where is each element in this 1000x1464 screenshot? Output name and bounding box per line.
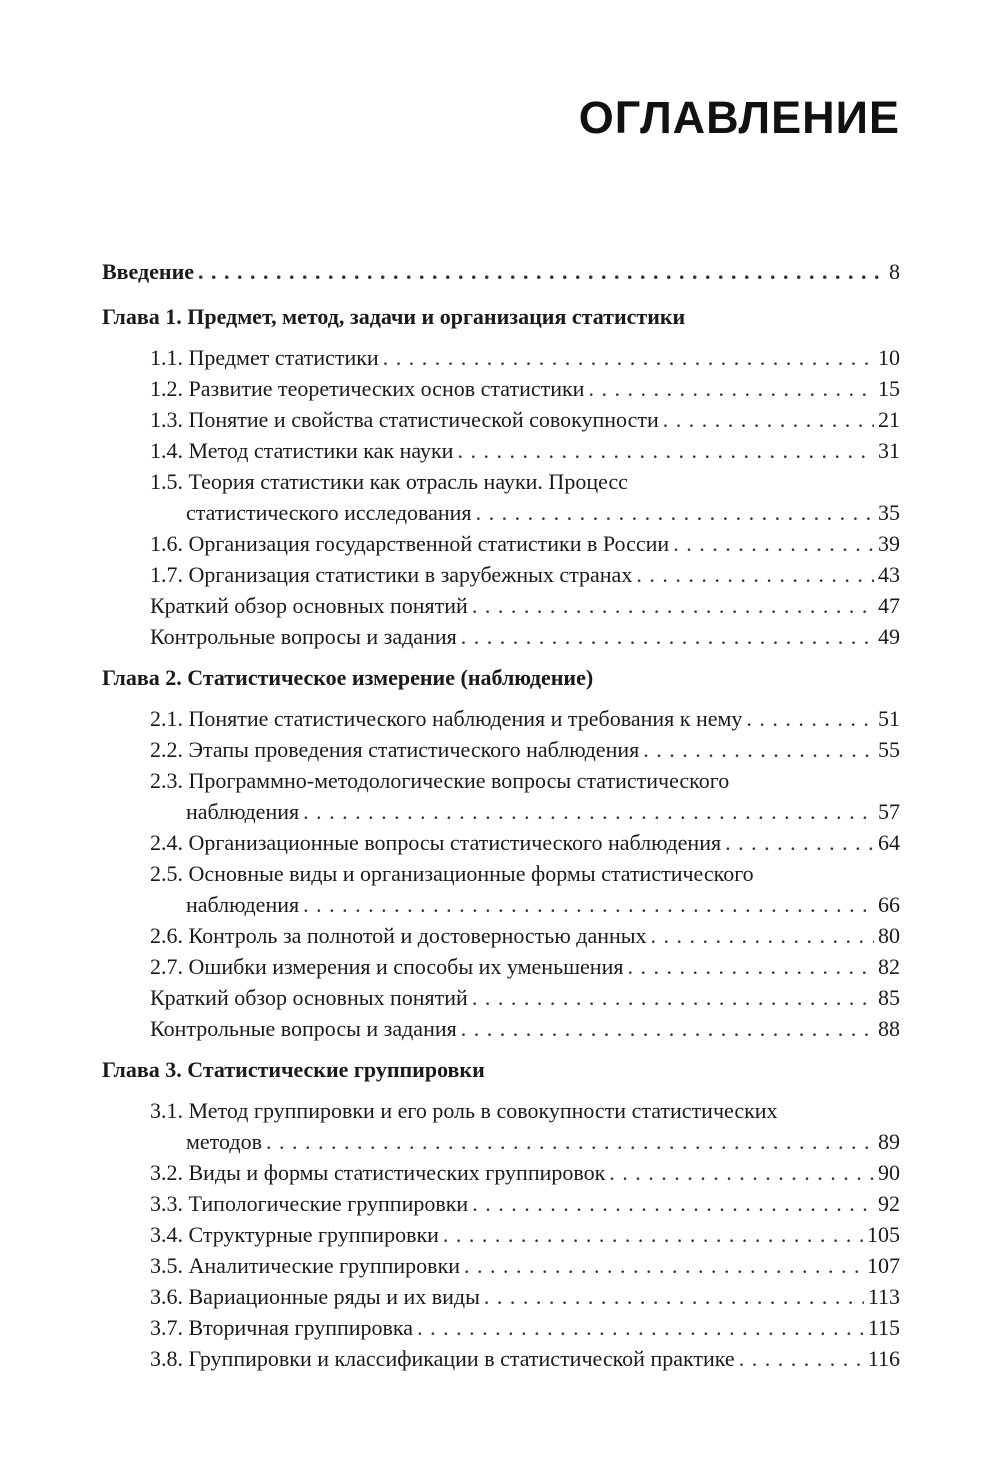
toc-entry[interactable] xyxy=(150,827,900,858)
toc-entry-label: Понятие и свойства статистической совокупности xyxy=(188,407,659,432)
section-number: 1.2. xyxy=(150,376,183,401)
leader-dots xyxy=(739,1343,864,1374)
section-number: 2.2. xyxy=(150,737,183,762)
toc-page-number: 35 xyxy=(878,500,900,525)
section-number: 1.5. xyxy=(150,469,183,494)
toc-page-number: 10 xyxy=(878,345,900,370)
toc-entry[interactable] xyxy=(150,435,900,466)
section-number: 3.6. xyxy=(150,1284,183,1309)
leader-dots xyxy=(746,703,874,734)
toc-entry-label: Вторичная группировка xyxy=(188,1315,414,1340)
leader-dots xyxy=(472,982,874,1013)
toc-entry[interactable] xyxy=(150,590,900,621)
toc-page-number: 90 xyxy=(878,1160,900,1185)
section-number: 1.1. xyxy=(150,345,183,370)
section-number: 2.7. xyxy=(150,954,183,979)
chapter-items xyxy=(102,703,900,1044)
leader-dots xyxy=(303,796,874,827)
toc-entry-label: Краткий обзор основных понятий xyxy=(150,593,468,618)
toc-entry[interactable] xyxy=(150,703,900,734)
toc-entry[interactable] xyxy=(150,404,900,435)
toc-page-number: 57 xyxy=(878,799,900,824)
toc-entry-label: Структурные группировки xyxy=(188,1222,439,1247)
chapter-items xyxy=(102,1095,900,1374)
toc-entry-label: Метод статистики как науки xyxy=(188,438,454,463)
leader-dots xyxy=(609,1157,874,1188)
toc-page-number: 47 xyxy=(878,593,900,618)
toc-entry-label: Понятие статистического наблюдения и требования к нему xyxy=(188,706,743,731)
toc-entry-label: Предмет статистики xyxy=(188,345,379,370)
toc-entry[interactable] xyxy=(150,342,900,373)
leader-dots xyxy=(472,590,874,621)
toc-page-number: 21 xyxy=(878,407,900,432)
toc-page-number: 39 xyxy=(878,531,900,556)
toc-entry-label: Введение xyxy=(102,259,195,284)
toc-page-number: 64 xyxy=(878,830,900,855)
chapter-heading[interactable]: Глава 1. Предмет, метод, задачи и организация статистики xyxy=(102,304,686,329)
toc-page-number: 107 xyxy=(867,1253,900,1278)
chapter-items xyxy=(102,342,900,652)
toc-entry[interactable] xyxy=(150,1157,900,1188)
toc-entry[interactable] xyxy=(150,920,900,951)
toc-entry-label: Типологические группировки xyxy=(188,1191,469,1216)
section-number: 2.3. xyxy=(150,768,183,793)
toc-entry-label: Аналитические группировки xyxy=(188,1253,461,1278)
toc-entry[interactable] xyxy=(150,1219,900,1250)
section-number: 1.7. xyxy=(150,562,183,587)
toc-entry-label: Организация государственной статистики в России xyxy=(188,531,670,556)
section-number: 2.5. xyxy=(150,861,183,886)
leader-dots xyxy=(457,435,874,466)
toc-entry-label: Этапы проведения статистического наблюдения xyxy=(188,737,640,762)
toc-entry[interactable] xyxy=(150,858,900,920)
leader-dots xyxy=(651,920,874,951)
section-number: 3.8. xyxy=(150,1346,183,1371)
toc-entry[interactable] xyxy=(150,528,900,559)
toc-page-number: 89 xyxy=(878,1129,900,1154)
section-number: 1.6. xyxy=(150,531,183,556)
toc-entry-label: Основные виды и организационные формы статистического xyxy=(188,861,754,886)
leader-dots xyxy=(303,889,874,920)
leader-dots xyxy=(725,827,874,858)
toc-entry[interactable] xyxy=(150,621,900,652)
leader-dots xyxy=(673,528,874,559)
toc-page-number: 105 xyxy=(867,1222,900,1247)
toc-entry-label: Метод группировки и его роль в совокупности статистических xyxy=(188,1098,778,1123)
toc-entry-label: Вариационные ряды и их виды xyxy=(188,1284,480,1309)
toc-entry[interactable] xyxy=(150,559,900,590)
toc-entry[interactable] xyxy=(150,1343,900,1374)
toc-page-number: 31 xyxy=(878,438,900,463)
leader-dots xyxy=(383,342,874,373)
toc-entry-label: Контроль за полнотой и достоверностью данных xyxy=(188,923,647,948)
toc-page-number: 8 xyxy=(889,259,900,284)
toc-page-number: 51 xyxy=(878,706,900,731)
leader-dots xyxy=(476,497,874,528)
section-number: 3.4. xyxy=(150,1222,183,1247)
leader-dots xyxy=(472,1188,874,1219)
toc-page-number: 113 xyxy=(867,1284,900,1309)
toc-page-number: 85 xyxy=(878,985,900,1010)
leader-dots xyxy=(663,404,874,435)
leader-dots xyxy=(464,1250,863,1281)
toc-page-number: 55 xyxy=(878,737,900,762)
toc-entry-label: Организационные вопросы статистического наблюдения xyxy=(188,830,722,855)
toc-page-number: 88 xyxy=(878,1016,900,1041)
toc-entry-label: Теория статистики как отрасль науки. Процесс xyxy=(188,469,628,494)
toc-entry[interactable] xyxy=(150,466,900,528)
chapter-heading[interactable]: Глава 3. Статистические группировки xyxy=(102,1057,485,1082)
section-number: 3.1. xyxy=(150,1098,183,1123)
page-title: ОГЛАВЛЕНИЕ xyxy=(578,92,900,143)
toc-page-number: 15 xyxy=(878,376,900,401)
section-number: 3.7. xyxy=(150,1315,183,1340)
toc-entry[interactable] xyxy=(150,373,900,404)
section-number: 3.3. xyxy=(150,1191,183,1216)
toc-page-number: 43 xyxy=(878,562,900,587)
toc-entry[interactable] xyxy=(150,765,900,827)
toc-entry[interactable] xyxy=(150,1095,900,1157)
toc-page-number: 82 xyxy=(878,954,900,979)
toc-page-number: 80 xyxy=(878,923,900,948)
toc-entry-label: Группировки и классификации в статистической практике xyxy=(188,1346,735,1371)
toc-entry-label: Ошибки измерения и способы их уменьшения xyxy=(188,954,624,979)
toc-entry-label: Развитие теоретических основ статистики xyxy=(188,376,585,401)
chapters-list xyxy=(102,301,900,1374)
toc-entry-label: Контрольные вопросы и задания xyxy=(150,624,457,649)
section-number: 1.3. xyxy=(150,407,183,432)
toc-entry-label: Краткий обзор основных понятий xyxy=(150,985,468,1010)
leader-dots xyxy=(461,621,874,652)
toc-entry-label: Организация статистики в зарубежных странах xyxy=(188,562,633,587)
section-number: 2.4. xyxy=(150,830,183,855)
leader-dots xyxy=(461,1013,874,1044)
toc-page-number: 116 xyxy=(867,1346,900,1371)
section-number: 1.4. xyxy=(150,438,183,463)
table-of-contents xyxy=(102,256,900,1384)
toc-page-number: 115 xyxy=(867,1315,900,1340)
leader-dots xyxy=(484,1281,864,1312)
toc-entry-label: Виды и формы статистических группировок xyxy=(188,1160,606,1185)
section-number: 3.5. xyxy=(150,1253,183,1278)
toc-entry[interactable] xyxy=(150,1013,900,1044)
toc-page-number: 66 xyxy=(878,892,900,917)
leader-dots xyxy=(588,373,874,404)
section-number: 2.1. xyxy=(150,706,183,731)
toc-entry[interactable] xyxy=(150,1250,900,1281)
toc-entry-label: Контрольные вопросы и задания xyxy=(150,1016,457,1041)
leader-dots xyxy=(266,1126,874,1157)
leader-dots xyxy=(643,734,874,765)
toc-entry-intro[interactable] xyxy=(102,256,900,287)
section-number: 3.2. xyxy=(150,1160,183,1185)
toc-entry-label: Программно-методологические вопросы статистического xyxy=(188,768,730,793)
toc-entry[interactable] xyxy=(150,1188,900,1219)
leader-dots xyxy=(636,559,874,590)
toc-entry-label-continued: статистического исследования xyxy=(186,500,472,525)
toc-entry[interactable] xyxy=(150,734,900,765)
leader-dots xyxy=(198,256,885,287)
toc-entry-label-continued: наблюдения xyxy=(186,892,300,917)
toc-page-number: 49 xyxy=(878,624,900,649)
chapter-heading[interactable]: Глава 2. Статистическое измерение (наблюдение) xyxy=(102,665,594,690)
toc-entry[interactable] xyxy=(150,1281,900,1312)
section-number: 2.6. xyxy=(150,923,183,948)
toc-page-number: 92 xyxy=(878,1191,900,1216)
leader-dots xyxy=(417,1312,864,1343)
leader-dots xyxy=(627,951,874,982)
toc-entry[interactable] xyxy=(150,951,900,982)
leader-dots xyxy=(443,1219,863,1250)
toc-entry[interactable] xyxy=(150,1312,900,1343)
toc-entry-label-continued: наблюдения xyxy=(186,799,300,824)
toc-entry[interactable] xyxy=(150,982,900,1013)
toc-entry-label-continued: методов xyxy=(186,1129,262,1154)
